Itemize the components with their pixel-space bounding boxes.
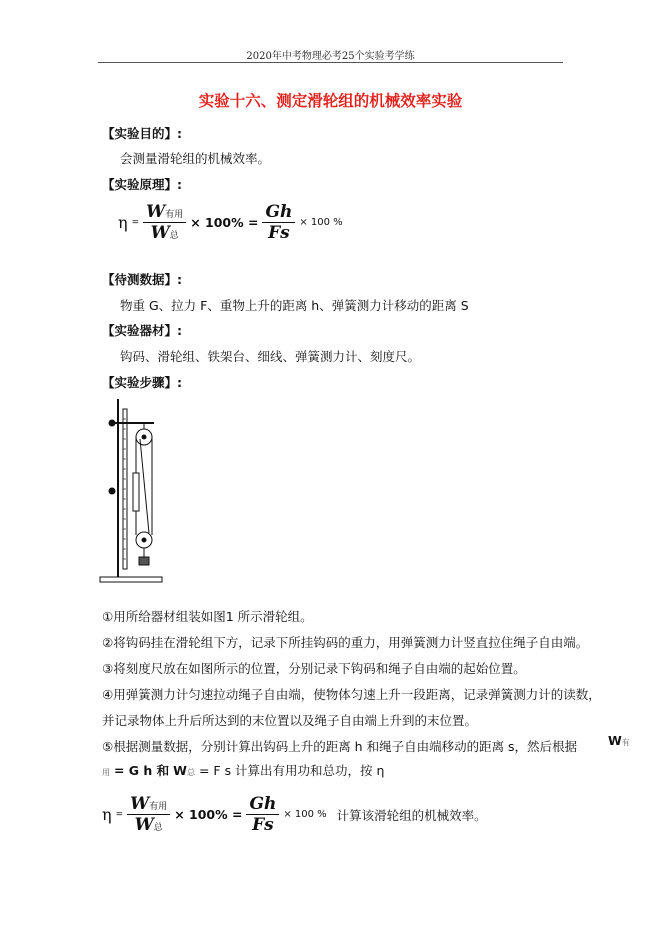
useful-sub-a: 有	[621, 738, 630, 747]
final-times-100-label: × 100% =	[174, 807, 243, 822]
spring-scale	[133, 473, 139, 511]
final-total-subscript: 总	[153, 823, 163, 833]
total-work-symbol: W	[150, 223, 170, 243]
useful-work-letter: W	[608, 733, 622, 748]
step-3: ③将刻度尺放在如图所示的位置，分别记录下钩码和绳子自由端的起始位置。	[102, 661, 526, 676]
useful-sub-b: 用	[102, 768, 110, 777]
final-formula	[102, 794, 487, 835]
purpose-text: 会测量滑轮组的机械效率。	[120, 151, 271, 166]
step-5-w-useful	[608, 733, 630, 748]
final-gh-fs-fraction	[246, 794, 279, 835]
gh-fs-fraction	[262, 202, 295, 243]
final-total-work-symbol: W	[134, 815, 154, 835]
step-4: ④用弹簧测力计匀速拉动绳子自由端，使物体匀速上升一段距离，记录弹簧测力计的读数，	[102, 687, 601, 702]
measured-text: 物重 G、拉力 F、重物上升的距离 h、弹簧测力计移动的距离 S	[120, 298, 469, 313]
fs-denominator: Fs	[268, 223, 290, 243]
final-useful-subscript: 有用	[149, 802, 168, 812]
useful-work-symbol: W	[146, 202, 166, 222]
final-note: 计算该滑轮组的机械效率。	[336, 807, 487, 823]
principle-formula	[118, 202, 343, 243]
final-gh-numerator: Gh	[246, 794, 279, 815]
final-useful-work-symbol: W	[130, 794, 150, 814]
equals-sign: =	[131, 217, 140, 228]
hook-weight	[139, 557, 149, 565]
times-100-label: × 100% =	[190, 215, 259, 230]
equipment-text: 钩码、滑轮组、铁架台、细线、弹簧测力计、刻度尺。	[120, 349, 421, 364]
eta-symbol: η	[118, 213, 128, 232]
measured-heading: 【待测数据】:	[102, 272, 182, 287]
steps-heading: 【实验步骤】:	[102, 375, 182, 390]
step-5: ⑤根据测量数据，分别计算出钩码上升的距离 h 和绳子自由端移动的距离 s，然后根据	[102, 739, 578, 754]
principle-heading: 【实验原理】:	[102, 177, 182, 192]
final-fs-denominator: Fs	[252, 815, 274, 835]
step-1: ①用所给器材组装如图1 所示滑轮组。	[102, 609, 313, 624]
useful-eq: = G h 和	[113, 763, 170, 778]
final-equals-sign: =	[115, 809, 124, 820]
header-divider	[98, 62, 563, 63]
work-ratio-fraction	[143, 202, 186, 243]
eta-inline: η	[376, 763, 385, 778]
step-2: ②将钩码挂在滑轮组下方，记录下所挂钩码的重力，用弹簧测力计竖直拉住绳子自由端。	[102, 635, 589, 650]
total-eq: = F s 计算出有用功和总功，按	[198, 763, 373, 778]
useful-subscript: 有用	[165, 210, 184, 220]
final-work-ratio-fraction	[127, 794, 170, 835]
step-4-cont: 并记录物体上升后所达到的末位置以及绳子自由端上升到的末位置。	[102, 713, 478, 728]
equipment-heading: 【实验器材】:	[102, 323, 182, 338]
total-sub: 总	[186, 768, 195, 777]
gh-numerator: Gh	[262, 202, 295, 223]
times-100-end-label: × 100 %	[299, 217, 343, 228]
stand-base	[100, 577, 162, 582]
total-work-letter: W	[173, 763, 187, 778]
page-header: 2020年中考物理必考25个实验考学练	[246, 51, 415, 62]
pulley-apparatus-figure	[98, 395, 170, 587]
final-times-100-end-label: × 100 %	[283, 809, 327, 820]
total-subscript: 总	[169, 231, 179, 241]
final-eta-symbol: η	[102, 805, 112, 824]
purpose-heading: 【实验目的】:	[102, 126, 182, 141]
page-title: 实验十六、测定滑轮组的机械效率实验	[198, 91, 463, 110]
step-5-cont	[102, 761, 384, 779]
